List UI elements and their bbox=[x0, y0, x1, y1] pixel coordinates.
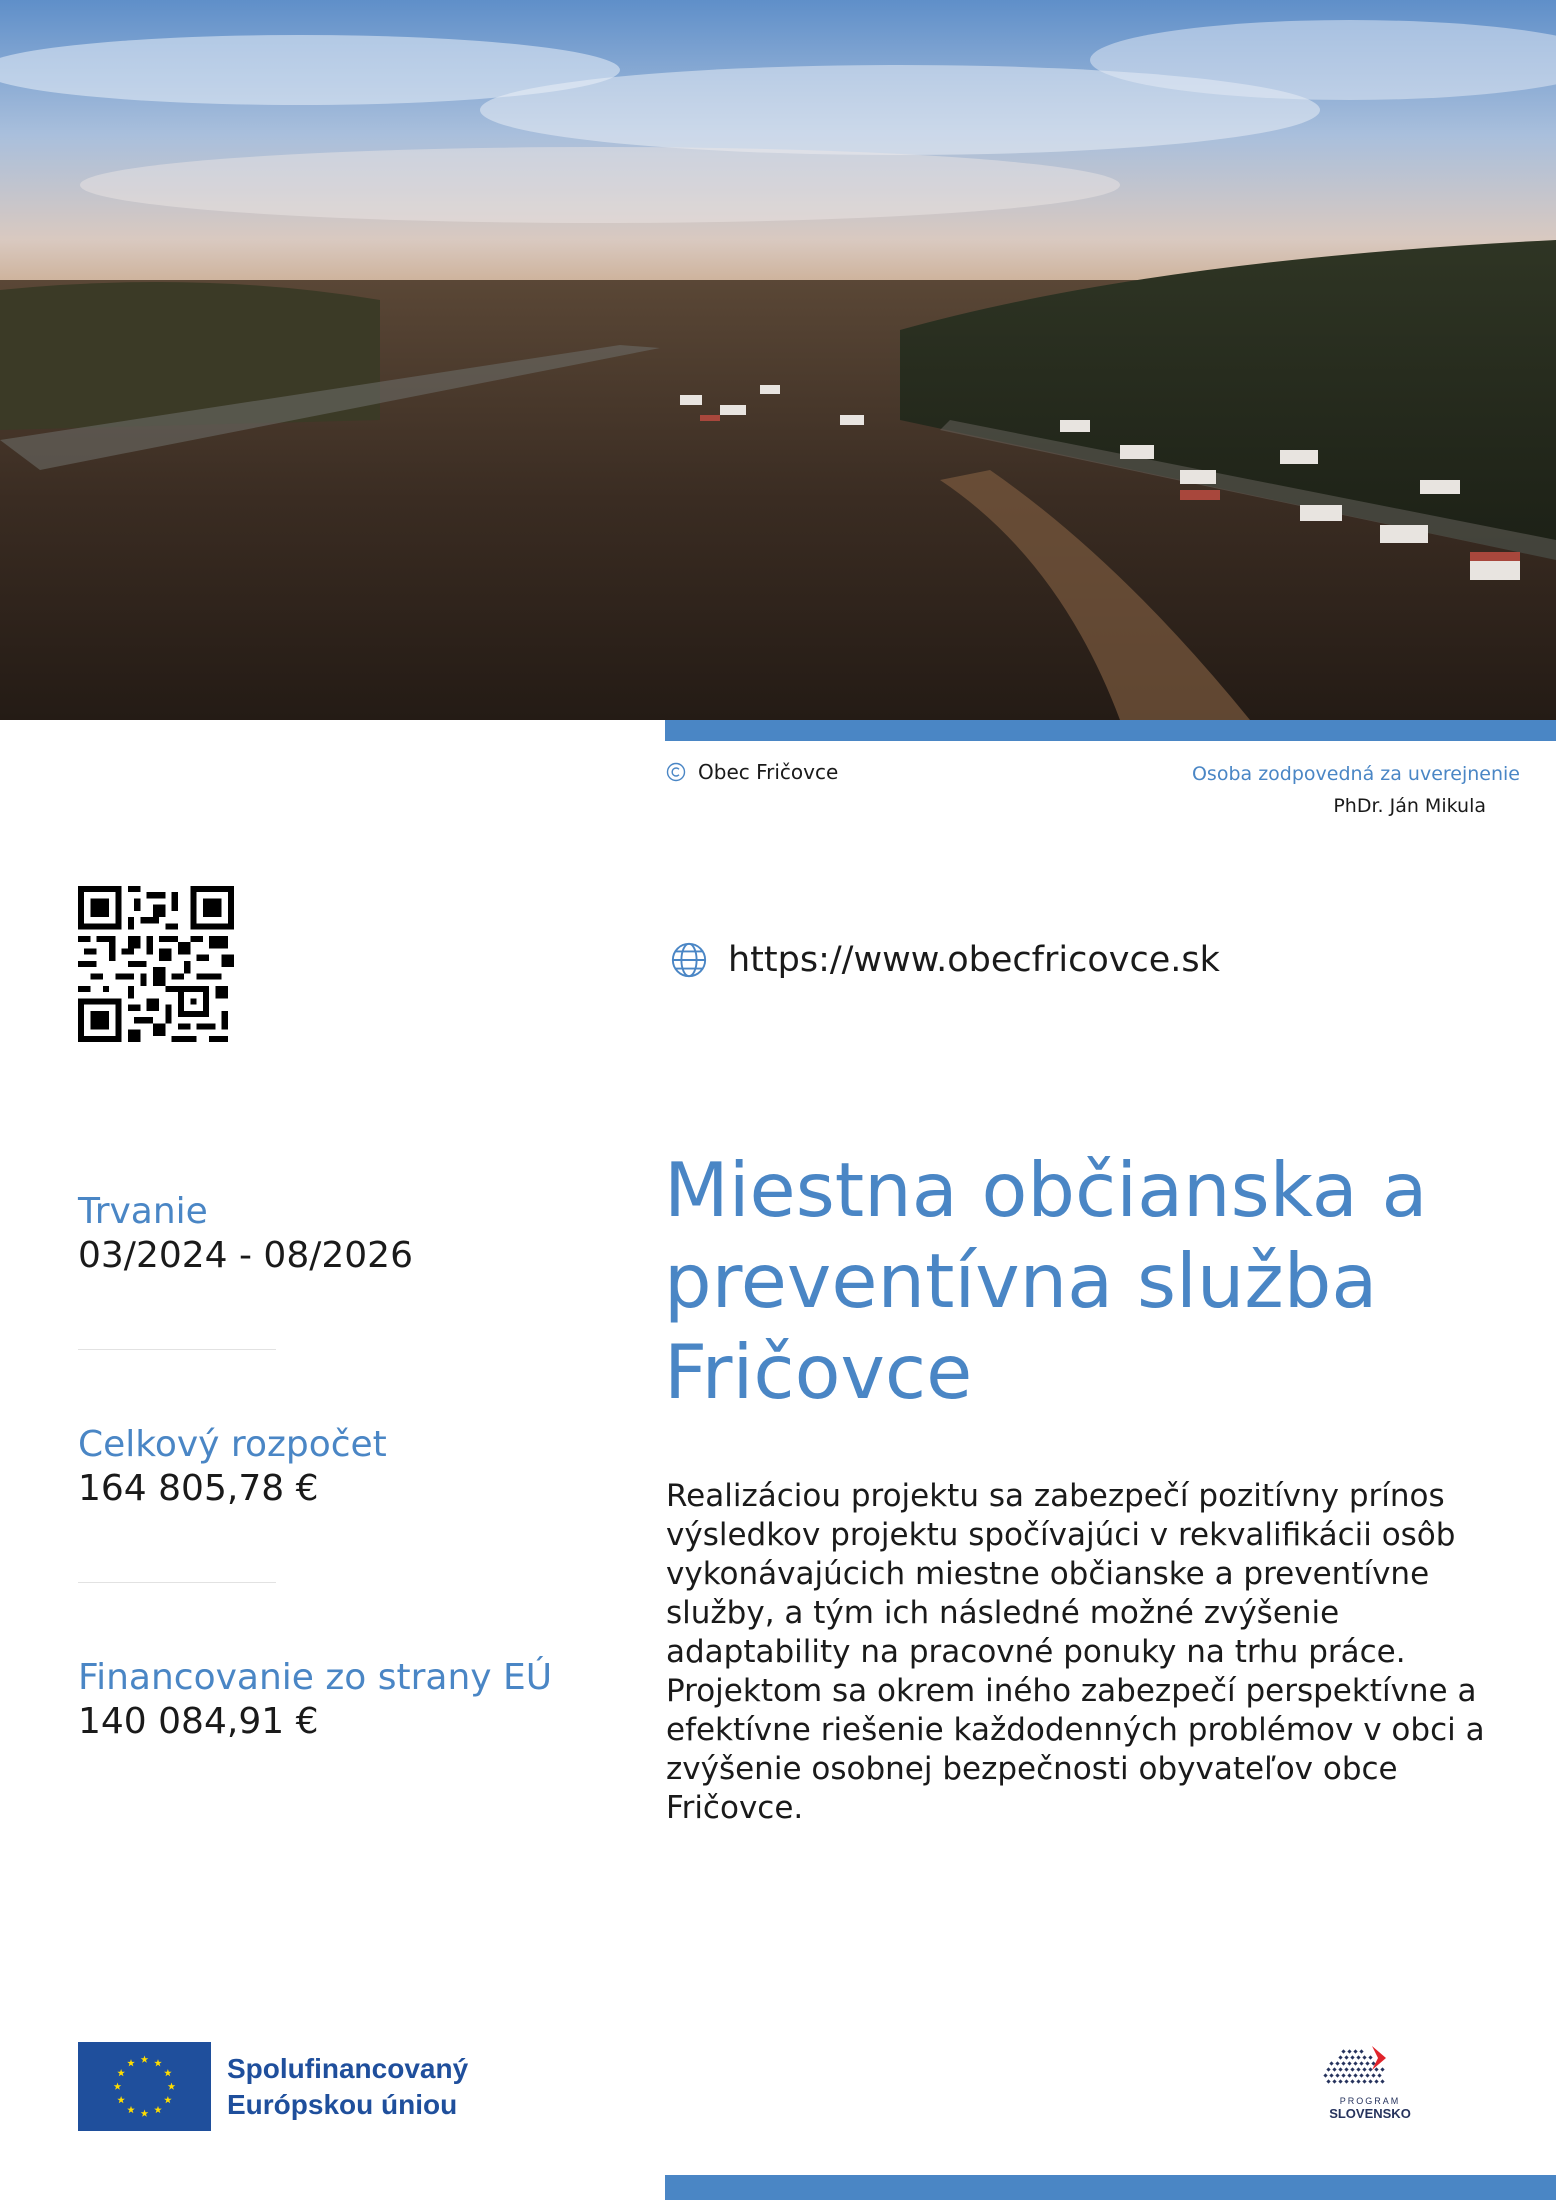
program-dot-icon bbox=[1338, 2055, 1342, 2059]
responsible-label: Osoba zodpovedná za uverejnenie bbox=[1191, 763, 1520, 785]
stat-eu-funding-value: 140 084,91 € bbox=[78, 1701, 319, 1742]
program-dot-icon bbox=[1326, 2079, 1330, 2083]
responsible-person bbox=[1192, 763, 1520, 817]
program-dot-icon bbox=[1335, 2073, 1339, 2077]
program-dot-icon bbox=[1323, 2073, 1327, 2077]
copyright-icon bbox=[666, 762, 686, 782]
program-dot-icon bbox=[1341, 2061, 1345, 2065]
program-dot-icon bbox=[1353, 2073, 1357, 2077]
program-dot-icon bbox=[1338, 2079, 1342, 2083]
program-dot-icon bbox=[1371, 2073, 1375, 2077]
stat-eu-funding bbox=[78, 1656, 552, 1744]
program-dot-icon bbox=[1365, 2073, 1369, 2077]
program-dot-icon bbox=[1359, 2049, 1363, 2053]
globe-icon bbox=[670, 941, 708, 979]
program-dot-icon bbox=[1350, 2055, 1354, 2059]
accent-bar-top bbox=[665, 720, 1556, 741]
copyright-notice bbox=[666, 760, 838, 784]
program-dot-icon bbox=[1335, 2061, 1339, 2065]
program-dot-icon bbox=[1353, 2061, 1357, 2065]
eu-flag-icon bbox=[78, 2042, 211, 2131]
program-dot-icon bbox=[1356, 2079, 1360, 2083]
program-dot-icon bbox=[1362, 2079, 1366, 2083]
responsible-name: PhDr. Ján Mikula bbox=[1333, 795, 1486, 817]
program-logo-line2: SLOVENSKO bbox=[1329, 2106, 1411, 2121]
hero-photo bbox=[0, 0, 1556, 720]
program-dot-icon bbox=[1347, 2073, 1351, 2077]
program-dot-icon bbox=[1332, 2067, 1336, 2071]
program-dot-icon bbox=[1362, 2067, 1366, 2071]
program-dot-icon bbox=[1329, 2073, 1333, 2077]
divider bbox=[78, 1349, 276, 1350]
website-url[interactable]: https://www.obecfricovce.sk bbox=[728, 940, 1220, 980]
program-dot-icon bbox=[1359, 2061, 1363, 2065]
stat-budget-label: Celkový rozpočet bbox=[78, 1424, 387, 1465]
accent-bar-bottom bbox=[665, 2175, 1556, 2200]
program-dot-icon bbox=[1353, 2049, 1357, 2053]
program-logo-line1: PROGRAM bbox=[1339, 2096, 1401, 2106]
website-link[interactable] bbox=[670, 940, 1220, 980]
program-dot-icon bbox=[1368, 2055, 1372, 2059]
stat-duration-value: 03/2024 - 08/2026 bbox=[78, 1235, 413, 1276]
program-dot-icon bbox=[1344, 2055, 1348, 2059]
stat-budget bbox=[78, 1423, 387, 1511]
program-dot-icon bbox=[1347, 2061, 1351, 2065]
program-dot-icon bbox=[1359, 2073, 1363, 2077]
eu-logo-line1: Spolufinancovaný bbox=[227, 2052, 469, 2084]
stat-eu-funding-label: Financovanie zo strany EÚ bbox=[78, 1657, 553, 1698]
program-dot-icon bbox=[1362, 2055, 1366, 2059]
divider bbox=[78, 1582, 276, 1583]
program-dot-icon bbox=[1326, 2067, 1330, 2071]
program-dot-icon bbox=[1380, 2079, 1384, 2083]
project-description: Realizáciou projektu sa zabezpečí pozitívny prínos výsledkov projektu spočívajúci v rekvalifikácii osôb vykonávajúcich miestne občianske a preventívne služby, a tým ich následné možné zvýšenie adaptability na pracovné ponuky na trhu práce. Projektom sa okrem iného zabezpečí perspektívne a efektívne riešenie každodenných problémov v obci a zvýšenie osobnej bezpečnosti obyvateľov obce Fričovce. bbox=[666, 1478, 1485, 1826]
stat-duration bbox=[78, 1190, 413, 1278]
program-dot-icon bbox=[1341, 2049, 1345, 2053]
eu-logo-line2: Európskou úniou bbox=[227, 2088, 458, 2120]
program-dot-icon bbox=[1374, 2079, 1378, 2083]
program-slovensko-logo bbox=[1320, 2040, 1420, 2121]
program-dot-icon bbox=[1356, 2055, 1360, 2059]
stat-budget-value: 164 805,78 € bbox=[78, 1468, 319, 1509]
landscape-photo bbox=[0, 0, 1556, 720]
program-dot-icon bbox=[1377, 2073, 1381, 2077]
program-logo-icon bbox=[1320, 2040, 1420, 2090]
program-dot-icon bbox=[1341, 2073, 1345, 2077]
eu-cofunded-logo bbox=[78, 2042, 468, 2131]
program-dot-icon bbox=[1374, 2067, 1378, 2071]
program-dot-icon bbox=[1329, 2061, 1333, 2065]
program-dot-icon bbox=[1332, 2079, 1336, 2083]
program-dot-icon bbox=[1380, 2067, 1384, 2071]
program-dot-icon bbox=[1368, 2079, 1372, 2083]
program-dot-icon bbox=[1356, 2067, 1360, 2071]
program-dot-icon bbox=[1350, 2079, 1354, 2083]
program-dot-icon bbox=[1347, 2049, 1351, 2053]
program-dot-icon bbox=[1350, 2067, 1354, 2071]
project-title: Miestna občianska a preventívna služba Fričovce bbox=[664, 1146, 1428, 1416]
copyright-owner: Obec Fričovce bbox=[698, 760, 839, 784]
program-dot-icon bbox=[1344, 2079, 1348, 2083]
program-dot-icon bbox=[1365, 2061, 1369, 2065]
qr-code[interactable] bbox=[78, 886, 234, 1042]
program-dot-icon bbox=[1338, 2067, 1342, 2071]
program-dot-icon bbox=[1368, 2067, 1372, 2071]
stat-duration-label: Trvanie bbox=[78, 1191, 208, 1232]
program-dot-icon bbox=[1344, 2067, 1348, 2071]
